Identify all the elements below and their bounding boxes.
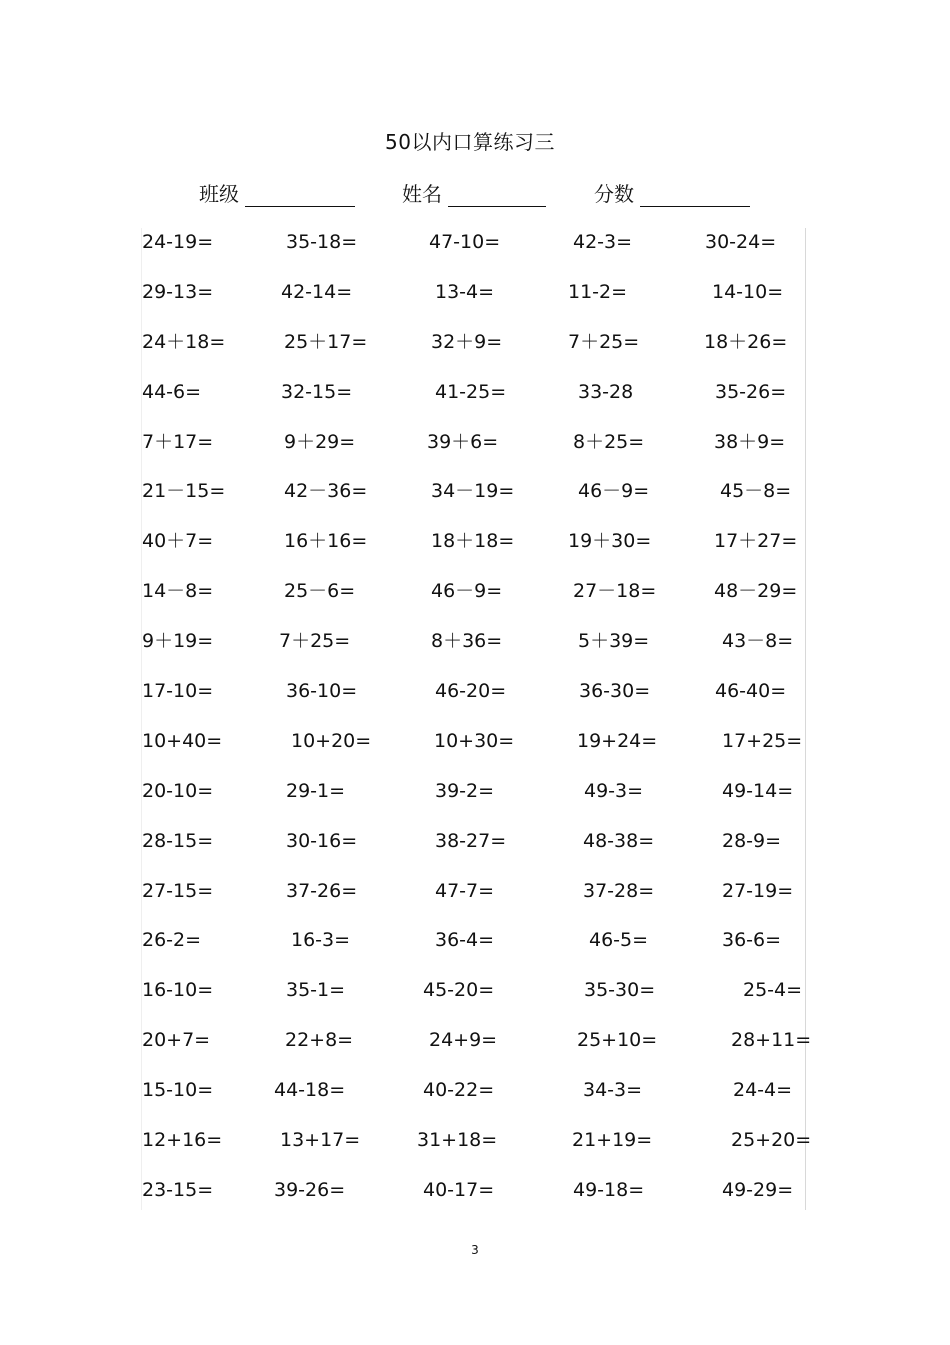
problem-row (0, 976, 950, 1026)
arithmetic-problem: 45－8= (720, 480, 792, 503)
arithmetic-problem: 19＋30= (568, 530, 652, 553)
problem-row (0, 677, 950, 727)
arithmetic-problem: 18＋26= (704, 330, 788, 353)
arithmetic-problem: 31+18= (417, 1129, 498, 1152)
arithmetic-problem: 8＋25= (573, 430, 645, 453)
arithmetic-problem: 49-18= (573, 1178, 645, 1201)
arithmetic-problem: 28+11= (731, 1029, 812, 1052)
arithmetic-problem: 18＋18= (431, 530, 515, 553)
arithmetic-problem: 9＋29= (284, 430, 356, 453)
problem-row (0, 577, 950, 627)
arithmetic-problem: 37-28= (583, 879, 655, 902)
arithmetic-problem: 38＋9= (714, 430, 786, 453)
arithmetic-problem: 8＋36= (431, 630, 503, 653)
arithmetic-problem: 20+7= (142, 1029, 211, 1052)
arithmetic-problem: 49-29= (722, 1178, 794, 1201)
arithmetic-problem: 7＋25= (279, 630, 351, 653)
arithmetic-problem: 19+24= (577, 729, 658, 752)
arithmetic-problem: 42-14= (281, 280, 353, 303)
arithmetic-problem: 35-1= (286, 979, 346, 1002)
arithmetic-problem: 24+9= (429, 1029, 498, 1052)
arithmetic-problem: 7＋25= (568, 330, 640, 353)
problem-row (0, 378, 950, 428)
arithmetic-problem: 28-9= (722, 829, 782, 852)
arithmetic-problem: 40-17= (423, 1178, 495, 1201)
arithmetic-problem: 44-18= (274, 1079, 346, 1102)
arithmetic-problem: 49-14= (722, 779, 794, 802)
arithmetic-problem: 15-10= (142, 1079, 214, 1102)
arithmetic-problem: 39-2= (435, 779, 495, 802)
arithmetic-problem: 29-13= (142, 280, 214, 303)
problem-row (0, 527, 950, 577)
arithmetic-problem: 16-10= (142, 979, 214, 1002)
arithmetic-problem: 21+19= (572, 1129, 653, 1152)
arithmetic-problem: 39＋6= (427, 430, 499, 453)
arithmetic-problem: 47-10= (429, 231, 501, 253)
arithmetic-problem: 17＋27= (714, 530, 798, 553)
arithmetic-problem: 9＋19= (142, 630, 214, 653)
problem-row (0, 777, 950, 827)
arithmetic-problem: 17-10= (142, 680, 214, 703)
arithmetic-problem: 22+8= (285, 1029, 354, 1052)
arithmetic-problem: 14－8= (142, 580, 214, 603)
problem-row (0, 727, 950, 777)
arithmetic-problem: 25-4= (743, 979, 803, 1002)
problem-row (0, 827, 950, 877)
page-title: 50以内口算练习三 (385, 130, 555, 154)
name-blank[interactable] (448, 184, 546, 207)
arithmetic-problem: 35-30= (584, 979, 656, 1002)
name-label: 姓名 (402, 182, 442, 206)
arithmetic-problem: 30-16= (286, 829, 358, 852)
arithmetic-problem: 46-20= (435, 680, 507, 703)
arithmetic-problem: 34－19= (431, 480, 515, 503)
arithmetic-problem: 40-22= (423, 1079, 495, 1102)
arithmetic-problem: 20-10= (142, 779, 214, 802)
arithmetic-problem: 46-5= (589, 929, 649, 952)
arithmetic-problem: 24＋18= (142, 330, 226, 353)
arithmetic-problem: 16-3= (291, 929, 351, 952)
arithmetic-problem: 24-19= (142, 231, 214, 253)
arithmetic-problem: 24-4= (733, 1079, 793, 1102)
arithmetic-problem: 10+20= (291, 729, 372, 752)
arithmetic-problem: 25－6= (284, 580, 356, 603)
arithmetic-problem: 11-2= (568, 280, 628, 303)
arithmetic-problem: 36-30= (579, 680, 651, 703)
arithmetic-problem: 23-15= (142, 1178, 214, 1201)
problem-row (0, 1076, 950, 1126)
arithmetic-problem: 38-27= (435, 829, 507, 852)
arithmetic-problem: 28-15= (142, 829, 214, 852)
arithmetic-problem: 40＋7= (142, 530, 214, 553)
arithmetic-problem: 27－18= (573, 580, 657, 603)
arithmetic-problem: 13+17= (280, 1129, 361, 1152)
arithmetic-problem: 26-2= (142, 929, 202, 952)
arithmetic-problem: 32-15= (281, 380, 353, 403)
arithmetic-problem: 25+10= (577, 1029, 658, 1052)
problem-row (0, 627, 950, 677)
arithmetic-problem: 47-7= (435, 879, 495, 902)
class-field (199, 178, 355, 207)
arithmetic-problem: 43－8= (722, 630, 794, 653)
arithmetic-problem: 42-3= (573, 231, 633, 253)
arithmetic-problem: 34-3= (583, 1079, 643, 1102)
arithmetic-problem: 16＋16= (284, 530, 368, 553)
arithmetic-problem: 27-19= (722, 879, 794, 902)
page-number: 3 (471, 1243, 479, 1257)
arithmetic-problem: 35-26= (715, 380, 787, 403)
arithmetic-problem: 25＋17= (284, 330, 368, 353)
arithmetic-problem: 45-20= (423, 979, 495, 1002)
arithmetic-problem: 12+16= (142, 1129, 223, 1152)
arithmetic-problem: 13-4= (435, 280, 495, 303)
arithmetic-problem: 36-4= (435, 929, 495, 952)
arithmetic-problem: 44-6= (142, 380, 202, 403)
arithmetic-problem: 30-24= (705, 231, 777, 253)
class-label: 班级 (199, 182, 239, 206)
problem-row (0, 1026, 950, 1076)
score-field (594, 178, 750, 207)
arithmetic-problem: 7＋17= (142, 430, 214, 453)
arithmetic-problem: 5＋39= (578, 630, 650, 653)
arithmetic-problem: 32＋9= (431, 330, 503, 353)
arithmetic-problem: 46－9= (578, 480, 650, 503)
arithmetic-problem: 37-26= (286, 879, 358, 902)
name-field (402, 178, 546, 207)
arithmetic-problem: 46-40= (715, 680, 787, 703)
arithmetic-problem: 36-6= (722, 929, 782, 952)
arithmetic-problem: 39-26= (274, 1178, 346, 1201)
arithmetic-problem: 35-18= (286, 231, 358, 253)
arithmetic-problem: 41-25= (435, 380, 507, 403)
problem-row (0, 877, 950, 927)
arithmetic-problem: 21－15= (142, 480, 226, 503)
class-blank[interactable] (245, 184, 355, 207)
problem-row (0, 477, 950, 527)
problem-row (0, 328, 950, 378)
arithmetic-problem: 25+20= (731, 1129, 812, 1152)
score-label: 分数 (594, 182, 634, 206)
problem-row (0, 228, 950, 278)
arithmetic-problem: 10+40= (142, 729, 223, 752)
arithmetic-problem: 17+25= (722, 729, 803, 752)
arithmetic-problem: 10+30= (434, 729, 515, 752)
problem-row (0, 428, 950, 478)
arithmetic-problem: 29-1= (286, 779, 346, 802)
arithmetic-problem: 27-15= (142, 879, 214, 902)
arithmetic-problem: 33-28 (578, 380, 634, 403)
score-blank[interactable] (640, 184, 750, 207)
problem-row (0, 1176, 950, 1226)
problem-row (0, 278, 950, 328)
arithmetic-problem: 42－36= (284, 480, 368, 503)
arithmetic-problem: 36-10= (286, 680, 358, 703)
arithmetic-problem: 48－29= (714, 580, 798, 603)
problem-grid (0, 228, 950, 1226)
problem-row (0, 926, 950, 976)
arithmetic-problem: 48-38= (583, 829, 655, 852)
arithmetic-problem: 49-3= (584, 779, 644, 802)
arithmetic-problem: 14-10= (712, 280, 784, 303)
problem-row (0, 1126, 950, 1176)
arithmetic-problem: 46－9= (431, 580, 503, 603)
